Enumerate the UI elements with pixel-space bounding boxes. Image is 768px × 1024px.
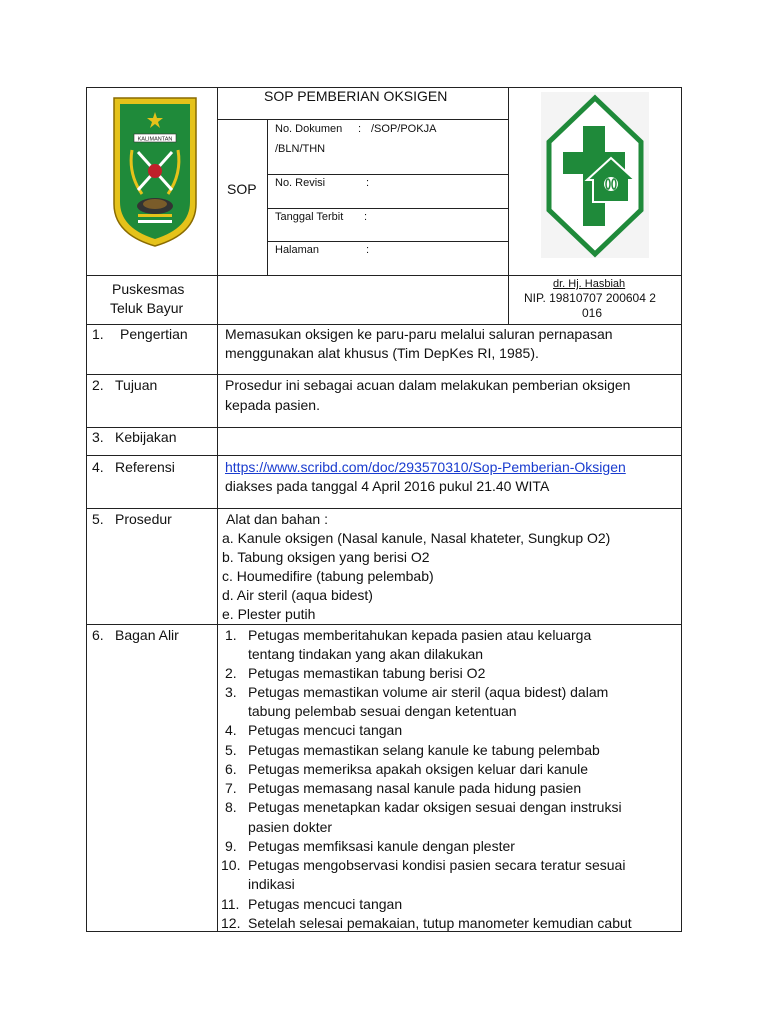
step-text: Petugas memfiksasi kanule dengan plester <box>248 838 515 854</box>
section-label-pengertian: Pengertian <box>120 326 188 342</box>
province-emblem-icon <box>108 94 202 250</box>
list-item: a. Kanule oksigen (Nasal kanule, Nasal khateter, Sungkup O2) <box>222 530 611 546</box>
section-label-tujuan: Tujuan <box>115 377 158 393</box>
section-label-kebijakan: Kebijakan <box>115 429 177 445</box>
puskesmas-logo-icon <box>541 92 649 258</box>
org-name-line1: Puskesmas <box>112 281 185 297</box>
signer-nip-line1: NIP. 19810707 200604 2 <box>524 291 656 305</box>
step-number: 5. <box>225 742 237 758</box>
field-label-no-revisi: No. Revisi <box>275 177 326 189</box>
grid-line <box>681 87 682 932</box>
step-number: 10. <box>221 857 241 873</box>
field-sep-no-revisi: : <box>366 177 370 189</box>
section-text-line: diakses pada tanggal 4 April 2016 pukul 21.40 WITA <box>225 478 550 494</box>
sop-label: SOP <box>227 181 257 197</box>
section-label-referensi: Referensi <box>115 459 175 475</box>
step-text: tentang tindakan yang akan dilakukan <box>248 646 484 662</box>
section-text-line: menggunakan alat khusus (Tim DepKes RI, 1985). <box>225 345 539 361</box>
section-number: 6. <box>92 627 104 643</box>
field-label-tanggal-terbit: Tanggal Terbit <box>275 211 344 223</box>
list-item: e. Plester putih <box>222 606 316 622</box>
field-value-no-dokumen-line2: /BLN/THN <box>275 143 326 155</box>
grid-line <box>86 374 682 375</box>
document-title: SOP PEMBERIAN OKSIGEN <box>264 88 448 104</box>
field-label-halaman: Halaman <box>275 244 320 256</box>
list-item: d. Air steril (aqua bidest) <box>222 587 373 603</box>
field-label-no-dokumen: No. Dokumen <box>275 123 343 135</box>
step-text: Petugas memberitahukan kepada pasien atau keluarga <box>248 627 592 643</box>
step-text: Petugas memastikan selang kanule ke tabung pelembab <box>248 742 600 758</box>
field-value-no-dokumen: /SOP/POKJA <box>371 123 437 135</box>
step-text: Petugas memasang nasal kanule pada hidung pasien <box>248 780 582 796</box>
list-item: c. Houmedifire (tabung pelembab) <box>222 568 434 584</box>
grid-line <box>267 241 508 242</box>
step-text: Petugas memeriksa apakah oksigen keluar dari kanule <box>248 761 589 777</box>
step-text: Petugas mencuci tangan <box>248 896 403 912</box>
step-text: Setelah selesai pemakaian, tutup manometer kemudian cabut <box>248 915 632 931</box>
step-text: pasien dokter <box>248 819 333 835</box>
section-text-line: Memasukan oksigen ke paru-paru melalui saluran pernapasan <box>225 326 613 342</box>
step-number: 8. <box>225 799 237 815</box>
section-number: 3. <box>92 429 104 445</box>
grid-line <box>217 119 508 120</box>
step-number: 4. <box>225 722 237 738</box>
step-number: 1. <box>225 627 237 643</box>
emblem-banner-text: KALIMANTAN <box>137 136 173 143</box>
step-text: Petugas mengobservasi kondisi pasien secara teratur sesuai <box>248 857 626 873</box>
grid-line <box>86 275 682 276</box>
step-number: 6. <box>225 761 237 777</box>
org-name-line2: Teluk Bayur <box>110 300 184 316</box>
section-text-line: kepada pasien. <box>225 397 320 413</box>
grid-line <box>267 208 508 209</box>
list-item: b. Tabung oksigen yang berisi O2 <box>222 549 430 565</box>
step-number: 3. <box>225 684 237 700</box>
grid-line <box>267 174 508 175</box>
section-label-prosedur: Prosedur <box>115 511 172 527</box>
grid-line <box>217 87 218 932</box>
step-number: 2. <box>225 665 237 681</box>
field-sep-tanggal-terbit: : <box>364 211 368 223</box>
step-number: 12. <box>221 915 241 931</box>
field-sep-no-dokumen: : <box>358 123 362 135</box>
step-number: 11. <box>221 896 240 912</box>
grid-line <box>86 624 682 625</box>
grid-line <box>86 455 682 456</box>
step-text: tabung pelembab sesuai dengan ketentuan <box>248 703 517 719</box>
section-label-bagan-alir: Bagan Alir <box>115 627 179 643</box>
step-text: Petugas memastikan tabung berisi O2 <box>248 665 486 681</box>
step-number: 9. <box>225 838 237 854</box>
section-number: 5. <box>92 511 104 527</box>
section-number: 4. <box>92 459 104 475</box>
step-number: 7. <box>225 780 237 796</box>
step-text: indikasi <box>248 876 295 892</box>
reference-link[interactable]: https://www.scribd.com/doc/293570310/Sop-Pemberian-Oksigen <box>225 459 626 475</box>
procedure-intro: Alat dan bahan : <box>226 511 328 527</box>
section-text-line: Prosedur ini sebagai acuan dalam melakukan pemberian oksigen <box>225 377 631 393</box>
signer-nip-line2: 016 <box>582 306 603 320</box>
section-number: 2. <box>92 377 104 393</box>
step-text: Petugas memastikan volume air steril (aqua bidest) dalam <box>248 684 609 700</box>
grid-line <box>508 87 509 324</box>
field-sep-halaman: : <box>366 244 370 256</box>
step-text: Petugas menetapkan kadar oksigen sesuai dengan instruksi <box>248 799 622 815</box>
section-number: 1. <box>92 326 104 342</box>
grid-line <box>86 508 682 509</box>
step-text: Petugas mencuci tangan <box>248 722 403 738</box>
grid-line <box>267 119 268 275</box>
grid-line <box>86 87 87 932</box>
signer-name: dr. Hj. Hasbiah <box>553 278 626 290</box>
